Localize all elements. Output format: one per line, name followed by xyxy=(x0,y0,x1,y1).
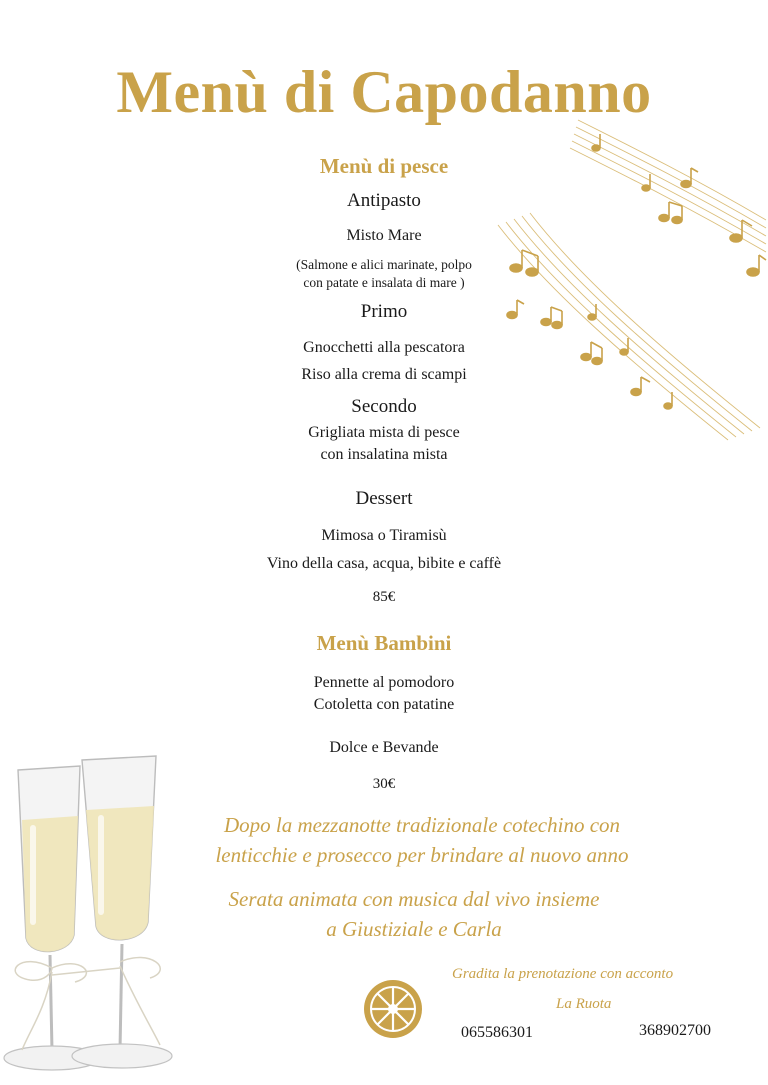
kids-extras: Dolce e Bevande xyxy=(329,739,439,756)
kids-menu-heading: Menù Bambini xyxy=(316,631,452,655)
page-title: Menù di Capodanno xyxy=(116,59,652,125)
kids-menu-price: 30€ xyxy=(372,776,396,792)
dish-cotoletta: Cotoletta con patatine xyxy=(313,696,455,713)
phone-mobile: 368902700 xyxy=(639,1022,711,1039)
course-antipasto: Antipasto xyxy=(347,190,421,211)
antipasto-note-line-2: con patate e insalata di mare ) xyxy=(303,275,465,290)
music-note xyxy=(30,884,768,944)
dish-gnocchetti: Gnocchetti alla pescatora xyxy=(303,339,465,356)
restaurant-name: La Ruota xyxy=(556,996,612,1012)
music-note-line-1: Serata animata con musica dal vivo insieme xyxy=(228,887,600,911)
dish-grigliata-line-2: con insalatina mista xyxy=(320,446,448,463)
antipasto-note xyxy=(0,256,768,292)
midnight-note-line-1: Dopo la mezzanotte tradizionale cotechino con xyxy=(223,813,621,837)
dish-pennette: Pennette al pomodoro xyxy=(313,674,455,691)
midnight-note xyxy=(38,810,768,870)
fish-menu-heading: Menù di pesce xyxy=(319,154,449,178)
dish-grigliata-line-1: Grigliata mista di pesce xyxy=(308,424,460,441)
midnight-note-line-2: lenticchie e prosecco per brindare al nuovo anno xyxy=(215,843,629,867)
fish-menu-price: 85€ xyxy=(372,589,396,605)
antipasto-note-line-1: (Salmone e alici marinate, polpo xyxy=(296,257,472,272)
music-note-line-2: a Giustiziale e Carla xyxy=(326,917,502,941)
dish-dessert: Mimosa o Tiramisù xyxy=(321,527,447,544)
course-secondo: Secondo xyxy=(351,396,417,417)
wheel-logo-icon xyxy=(363,979,423,1039)
phone-landline: 065586301 xyxy=(461,1024,533,1041)
booking-note: Gradita la prenotazione con acconto xyxy=(452,966,674,982)
dish-misto-mare: Misto Mare xyxy=(346,227,422,244)
dish-riso: Riso alla crema di scampi xyxy=(301,366,467,383)
course-primo: Primo xyxy=(360,301,408,322)
drinks-included: Vino della casa, acqua, bibite e caffè xyxy=(266,555,502,572)
course-dessert: Dessert xyxy=(355,488,413,509)
